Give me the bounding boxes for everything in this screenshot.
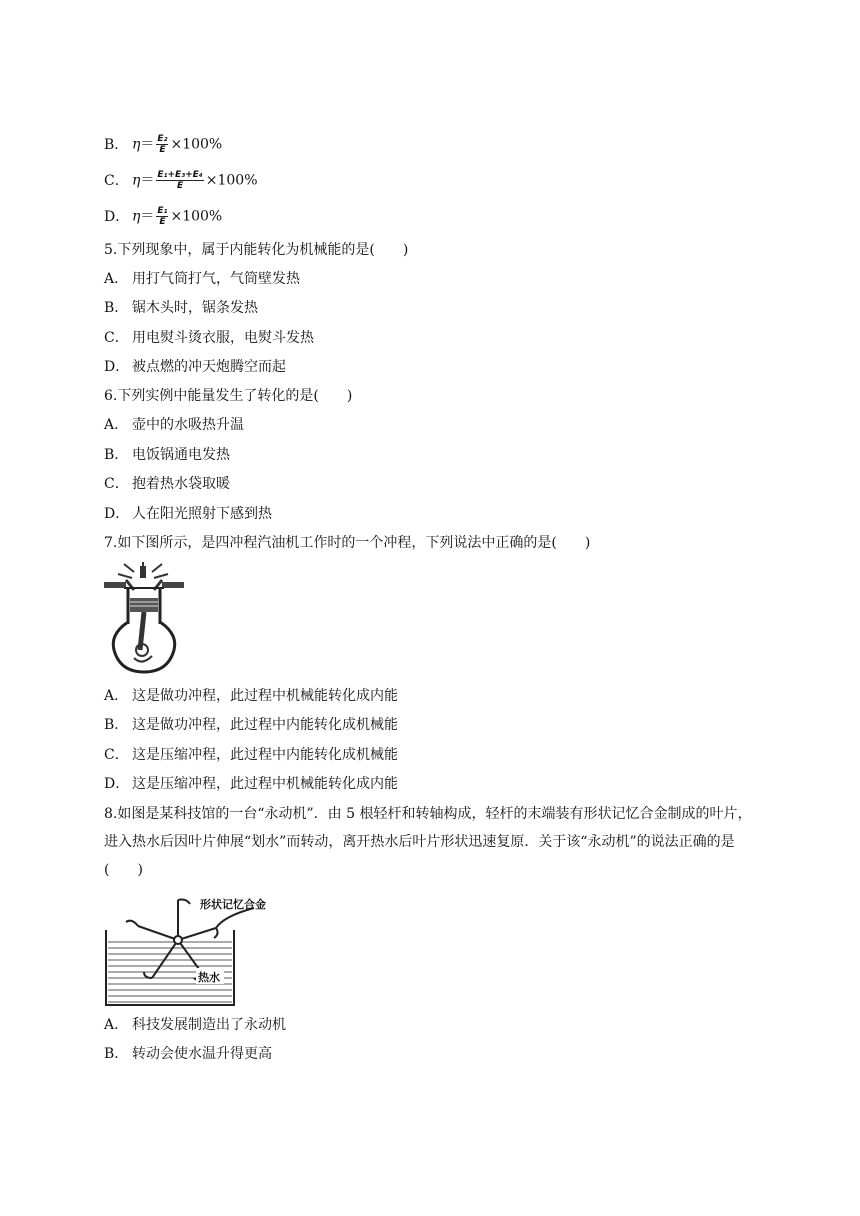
q5-stem: 5.下列现象中，属于内能转化为机械能的是( ) (104, 242, 409, 258)
option-label: A． (104, 271, 129, 287)
formula-suffix: ×100% (205, 172, 258, 189)
option-label: C． (104, 330, 129, 346)
option-text: 这是压缩冲程，此过程中内能转化成机械能 (132, 747, 398, 763)
equals-sign: ＝ (140, 136, 155, 153)
water-label: 热水 (198, 971, 220, 984)
fraction (156, 170, 203, 191)
option-label: B． (104, 300, 129, 316)
fraction (156, 134, 168, 155)
fraction-numerator: E₂ (157, 134, 168, 144)
option-label: D． (104, 359, 130, 375)
option-label: C． (104, 747, 129, 763)
option-label: A． (104, 1017, 129, 1033)
q7-stem: 7.如下图所示，是四冲程汽油机工作时的一个冲程，下列说法中正确的是( ) (104, 535, 591, 551)
q6-option-b (104, 445, 230, 465)
fraction-denominator: E (159, 145, 166, 155)
q6-option-a (104, 415, 244, 435)
fraction-denominator: E (176, 181, 184, 191)
fraction-numerator: E₁+E₃+E₄ (157, 170, 203, 180)
option-label: D． (104, 208, 130, 225)
equals-sign: ＝ (140, 208, 155, 225)
option-label: B． (104, 1046, 129, 1062)
q5-option-a (104, 269, 300, 289)
alloy-label: 形状记忆合金 (200, 898, 266, 911)
eta-symbol: η (132, 136, 141, 153)
q7-option-a (104, 686, 398, 706)
q6-option-d (104, 504, 272, 524)
q8-option-b (104, 1044, 272, 1064)
option-text: 这是做功冲程，此过程中机械能转化成内能 (132, 688, 398, 704)
engine-diagram (104, 562, 184, 674)
q6-option-c (104, 474, 230, 494)
option-label: A． (104, 688, 129, 704)
fraction-numerator: E₁ (157, 206, 168, 216)
q5-option-b (104, 298, 258, 318)
q8-stem: 8.如图是某科技馆的一台“永动机”．由 5 根轻杆和转轴构成，轻杆的末端装有形状记忆合金制成的叶片，进入热水后因叶片伸展“划水”而转动，离开热水后叶片形状迅速复原．关于该“永动机”的说法正确的是( ) (104, 806, 752, 878)
option-d-formula (104, 206, 222, 227)
option-text: 用打气筒打气，气筒壁发热 (132, 271, 300, 287)
q7-option-c (104, 745, 398, 765)
option-label: B． (104, 447, 129, 463)
option-text: 电饭锅通电发热 (132, 447, 230, 463)
option-text: 转动会使水温升得更高 (132, 1046, 272, 1062)
eta-symbol: η (132, 208, 141, 225)
option-text: 人在阳光照射下感到热 (132, 506, 272, 522)
option-label: C． (104, 476, 129, 492)
option-text: 被点燃的冲天炮腾空而起 (132, 359, 286, 375)
fraction (156, 206, 168, 227)
equals-sign: ＝ (140, 172, 155, 189)
option-text: 用电熨斗烫衣服，电熨斗发热 (132, 330, 314, 346)
option-text: 锯木头时，锯条发热 (132, 300, 258, 316)
option-label: D． (104, 506, 130, 522)
q8-option-a (104, 1015, 286, 1035)
q5-option-d (104, 357, 286, 377)
option-c-formula (104, 170, 258, 191)
option-label: D． (104, 776, 130, 792)
formula-suffix: ×100% (170, 208, 223, 225)
option-text: 抱着热水袋取暖 (132, 476, 230, 492)
perpetual-motion-diagram (104, 894, 274, 1008)
option-b-formula (104, 134, 222, 155)
option-text: 壶中的水吸热升温 (132, 417, 244, 433)
formula-suffix: ×100% (170, 136, 223, 153)
q7-option-d (104, 774, 398, 794)
option-text: 这是压缩冲程，此过程中机械能转化成内能 (132, 776, 398, 792)
eta-symbol: η (132, 172, 141, 189)
option-label: A． (104, 417, 129, 433)
option-label: C． (104, 172, 129, 189)
option-label: B． (104, 717, 129, 733)
option-text: 这是做功冲程，此过程中内能转化成机械能 (132, 717, 398, 733)
option-label: B． (104, 136, 129, 153)
q6-stem: 6.下列实例中能量发生了转化的是( ) (104, 388, 353, 404)
option-text: 科技发展制造出了永动机 (132, 1017, 286, 1033)
fraction-denominator: E (159, 217, 166, 227)
q5-option-c (104, 328, 314, 348)
q7-option-b (104, 715, 398, 735)
